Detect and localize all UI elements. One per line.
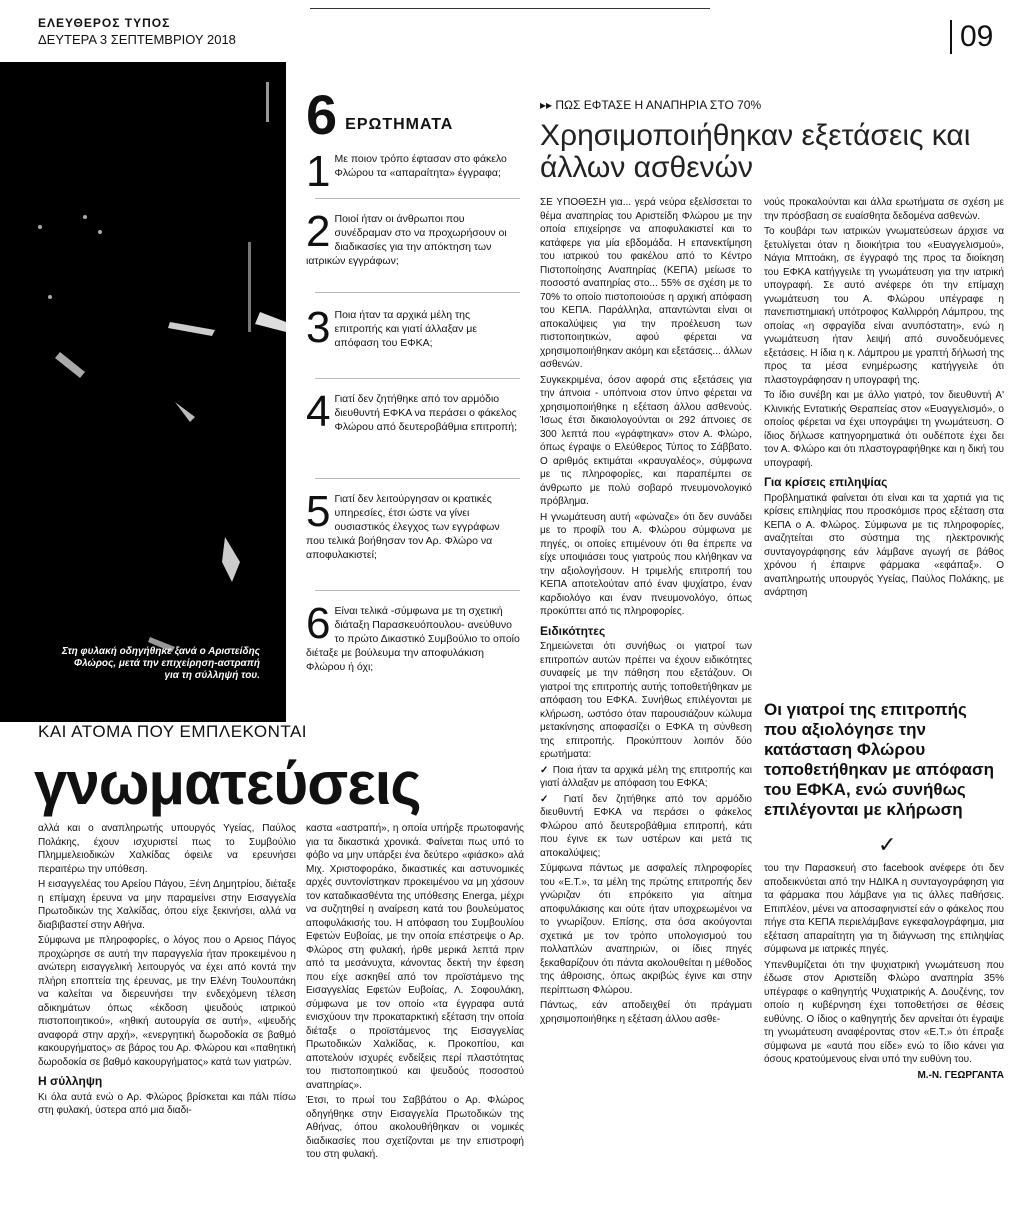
check-question: ✓ Ποια ήταν τα αρχικά μέλη της επιτροπής και γιατί άλλαξαν με απόφαση του ΕΦΚΑ; [540,764,752,789]
subheading: Ειδικότητες [540,623,606,638]
paragraph: Σύμφωνα πάντως με ασφαλείς πληροφορίες του «Ε.Τ.», τα μέλη της πρώτης επιτροπής δεν γνώριζαν ότι επρόκειτο για αίτημα αποφυλάκισης και ούτε ήταν υποχρεωμένοι να το γνωρίζουν. Επίσης, στα όσα ακούγονται σχετικά με τον τρόπο υπολογισμού του πολλαπλών αναπηριών, οι ίδιες πηγές ξεκαθαρίζουν ότι πάντα ακολουθείται η μέθοδος της άθροισης, όπως ακριβώς έγινε και στην περίπτωση Φλώρου. [540,863,752,996]
right-column-b [764,196,1004,602]
check-question: ✓ Γιατί δεν ζητήθηκε από τον αρμόδιο διευθυντή ΕΦΚΑ να περάσει ο φάκελος Φλώρου από δευτεροβάθμια επιτροπή, κάτι που έγινε εκ των υστέρων και μετά τις αποκαλύψεις; [540,793,752,859]
paragraph: αλλά και ο αναπληρωτής υπουργός Υγείας, Παύλος Πολάκης, έχουν ισχυριστεί πως το Συμβούλιο Πλημμελειοδικών Χαλκίδας όφειλε να ερευνήσει περαιτέρω την υπόθεση. [38,823,296,875]
question-number: 4 [306,387,331,436]
question-text: Είναι τελικά -σύμφωνα με τη σχετική διάταξη Παρασκευόπουλου- ανεύθυνο το πρώτο Δικαστικό Συμβούλιο το οποίο διέταξε με βούλευμα την αποφυλάκιση Φλώρου ή όχι; [306,605,520,673]
right-column-b-bottom [764,862,1004,1084]
question-item [306,387,520,436]
paragraph: Προβληματικά φαίνεται ότι είναι και τα χαρτιά για τις κρίσεις επιληψίας που προσκόμισε προς εξέταση στα ΚΕΠΑ ο Α. Φλώρος. Σύμφωνα με τις πληροφορίες, αναζητείται στο σύστημα της ηλεκτρονικής συνταγογράφησης εάν λάμβανε αγωγή σε βάθος χρόνου ή έπαιρνε φάρμακα «εφάπαξ». Ο αναπληρωτής υπουργός Υγείας, Παύλος Πολάκης, με ανάρτηση [764,492,1004,598]
divider [315,198,520,199]
checkmark-icon: ✓ [878,832,897,857]
main-headline: γνωματεύσεις [34,750,421,817]
question-number: 2 [306,207,331,256]
question-number: 5 [306,487,331,536]
questions-header [306,83,521,146]
divider [315,292,520,293]
question-number: 3 [306,303,331,352]
question-item [306,599,520,674]
left-kicker: ΚΑΙ ΑΤΟΜΑ ΠΟΥ ΕΜΠΛΕΚΟΝΤΑΙ [38,722,308,741]
question-text: Γιατί δεν ζητήθηκε από τον αρμόδιο διευθυντή ΕΦΚΑ να περάσει ο φάκελος Φλώρου από δευτεροβάθμια επιτροπή; [334,393,517,433]
questions-title: ΕΡΩΤΗΜΑΤΑ [345,116,454,133]
subheading: Για κρίσεις επιληψίας [764,475,888,489]
author-byline: Μ.-Ν. ΓΕΩΡΓΑΝΤΑ [917,1069,1004,1081]
left-body-column [38,822,296,1120]
paragraph: του την Παρασκευή στο facebook ανέφερε ότι δεν αποδεικνύεται από την ΗΔΙΚΑ η συνταγογράφηση για τα φάρμακα που λάμβανε για τις άλλες παθήσεις. Επιπλέον, μένει να αποσαφηνιστεί εάν ο φάκελος που πήγε στα ΚΕΠΑ περιελάμβανε εγκεφαλογράφημα, μια εξέταση απαραίτητη για τη διάγνωση της επιληψίας σύμφωνα με ιατρικές πηγές. [764,863,1004,955]
divider [315,378,520,379]
check-question-text: Ποια ήταν τα αρχικά μέλη της επιτροπής και γιατί άλλαξαν με απόφαση του ΕΦΚΑ; [540,764,752,789]
dark-photo [0,62,286,722]
paragraph: Έτσι, το πρωί του Σαββάτου ο Αρ. Φλώρος οδηγήθηκε στην Εισαγγελία Πρωτοδικών της Αθήνας, όπου ακολουθήθηκαν οι νομικές διαδικασίες που σχετίζονται με την επιστροφή του στη φυλακή. [306,1095,524,1160]
pull-quote: Οι γιατροί της επιτροπής που αξιολόγησε την κατάσταση Φλώρου τοποθετήθηκαν με απόφαση του ΕΦΚΑ, ενώ συνήθως επιλέγονται με κλήρωση [764,700,994,819]
paragraph: Η εισαγγελέας του Αρείου Πάγου, Ξένη Δημητρίου, διέταξε η επίμαχη έρευνα να μην παραμείνει στην Εισαγγελία Πρωτοδικών της Χαλκίδας, όπου είχε ξεκινήσει, αλλά να διαβιβαστεί στην Αθήνα. [38,879,296,931]
questions-count: 6 [306,83,338,146]
question-number: 6 [306,599,331,648]
paragraph: νούς προκαλούνται και άλλα ερωτήματα σε σχέση με την πρόσβαση σε ευαίσθητα δεδομένα ασθενών. [764,197,1004,222]
paragraph: Η γνωμάτευση αυτή «φώναζε» ότι δεν συνάδει με το προφίλ του Α. Φλώρου σύμφωνα με πηγές, οι οποίες επιμένουν ότι θα έπρεπε να είχε υποψιάσει τους γιατρούς που κλήθηκαν να την αξιολογήσουν. Η τριμελής επιτροπή του ΚΕΠΑ αποτελούταν από έναν ψυχίατρο, έναν καρδιολόγο και έναν πνευμονολόγο, όπως προκύπτει από τις πληροφορίες. [540,511,752,617]
paragraph: Πάντως, εάν αποδειχθεί ότι πράγματι χρησιμοποιήθηκε η εξέταση άλλου ασθε- [540,1000,752,1025]
middle-body-column [306,822,524,1164]
paragraph: καστα «αστραπή», η οποία υπήρξε πρωτοφανής για τα δικαστικά χρονικά. Φαίνεται πως υπό το φόβο να μην υπάρξει ένα δεύτερο «φιάσκο» αλά Μιχ. Χριστοφοράκο, δικαστικές και αστυνομικές αρχές συντονίστηκαν προκειμένου να μη χάσουν τον καταδικασθέντα της υπόθεσης Energa, μέχρι να συζητηθεί η αναίρεση κατά του βουλεύματος αποφυλάκισής του. Η απόφαση του Συμβουλίου Εφετών Ευβοίας, με την οποία επέστρεψε ο Αρ. Φλώρος στη φυλακή, ήρθε μερικά λεπτά πριν από τα μεσάνυχτα, κάνοντας δεκτή την έφεση που είχε ασκηθεί από τον προϊστάμενο της Εισαγγελίας Εφετών Ευβοίας, Λ. Σοφουλάκη, σύμφωνα με τον οποίο «τα έγγραφα αυτά ενισχύουν την προκαταρκτική εξέταση την οποία διέταξε ο προϊστάμενος της Εισαγγελίας Πρωτοδικών Χαλκίδας, κ. Προκοπίου, και αποτελούν ισχυρές ενδείξεις περί πλαστότητας του πιστοποιητικού και ψευδούς ποσοστού αναπηρίας». [306,823,524,1091]
question-number: 1 [306,147,331,196]
question-text: Ποια ήταν τα αρχικά μέλη της επιτροπής και γιατί άλλαξαν με απόφαση του ΕΦΚΑ; [334,309,477,349]
right-headline: Χρησιμοποιήθηκαν εξετάσεις και άλλων ασθενών [540,119,971,184]
paragraph: Σημειώνεται ότι συνήθως οι γιατροί των επιτροπών αυτών πρέπει να έχουν ειδικότητες συναφείς με την πάθηση που εξετάζουν. Οι γιατροί της επιτροπής αυτής τοποθετήθηκαν με απόφαση του ΕΦΚΑ. Συνήθως επιλέγονται με κλήρωση, ωστόσο όταν παρουσιάζουν κώλυμα μετακίνησης αποφασίζει ο ΕΦΚΑ τη σύνθεση της επιτροπής. Προκύπτουν λοιπόν δύο ερωτήματα: [540,641,752,760]
question-item [306,303,520,352]
subheading: Η σύλληψη [38,1074,103,1088]
question-item [306,487,520,562]
question-item [306,147,520,196]
paragraph: Το ίδιο συνέβη και με άλλο γιατρό, τον διευθυντή Α' Κλινικής Εντατικής Θεραπείας στον «Ευαγγελισμό», ο οποίος φέρεται να έχει υπογράψει τη γνωμάτευση. Ο ίδιος δήλωσε κατηγορηματικά ότι ουδέποτε έχει δει τον Α. Φλώρο και ότι πλαστογραφήθηκε και η δική του υπογραφή. [764,390,1004,469]
newspaper-name: ΕΛΕΥΘΕΡΟΣ ΤΥΠΟΣ [38,16,171,30]
right-kicker: ▸▸ ΠΩΣ ΕΦΤΑΣΕ Η ΑΝΑΠΗΡΙΑ ΣΤΟ 70% [540,98,762,112]
paragraph: Το κουβάρι των ιατρικών γνωματεύσεων άρχισε να ξετυλίγεται όταν η διοικήτρια του «Ευαγγελισμού», Νάγια Μπτοάκη, σε έγγραφό της προς τα διοίκηση του ΕΦΚΑ κατήγγειλε τη γνωμάτευση για την ιατρική υπογραφή. Σε αυτό ανέφερε ότι την επίμαχη γνωμάτευση του Α. Φλώρου υπέγραφε η πανεπιστημιακή υπότροφος Καλλιρρόη Λάμπρου, της οποίας «η σφραγίδα είναι ανυπόστατη», ενώ η γνωμάτευση ήταν λειψή από συνοδευόμενες εξετάσεις. Η ίδια η κ. Λάμπρου με γραπτή δήλωσή της προς τα μέσα ενημέρωσης κατήγγειλε ότι πλαστογράφησαν η υπογραφή της. [764,226,1004,386]
right-column-a [540,196,752,1028]
page-number: 09 [950,20,993,54]
issue-date: ΔΕΥΤΕΡΑ 3 ΣΕΠΤΕΜΒΡΙΟΥ 2018 [38,32,236,47]
paragraph: Υπενθυμίζεται ότι την ψυχιατρική γνωμάτευση που έδωσε στον Αριστείδη Φλώρο αναπηρία 35% υπέγραφε ο καθηγητής Ψυχιατρικής Α. Δουζένης, τον οποίο η κυβέρνηση έχει τοποθετήσει σε θέσεις ευθύνης. Ο ίδιος ο καθηγητής δεν αρνείται ότι έγραψε τη γνωμάτευση αναφέροντας στον «Ε.Τ.» ότι έπραξε σύμφωνα με «αυτά που είδε» ενώ το ίδιο κάνει για όσους κρατούμενους είναι υπό την ευθύνη του. [764,959,1004,1065]
photo-highlights [0,62,286,722]
question-item [306,207,520,268]
question-text: Ποιοί ήταν οι άνθρωποι που συνέδραμαν στο να προχωρήσουν οι διαδικασίες για την απόκτηση των ιατρικών εγγράφων; [306,213,507,267]
divider [315,590,520,591]
paragraph: ΣΕ ΥΠΟΘΕΣΗ για... γερά νεύρα εξελίσσεται το θέμα αναπηρίας του Αριστείδη Φλώρου με την οποία επιχείρησε να αποφυλακιστεί και το κατάφερε για μία εβδομάδα. Η επανεκτίμηση του ιατρικού του φακέλου από το Κέντρο Πιστοποίησης Αναπηρίας (ΚΕΠΑ) μείωσε το ποσοστό αναπηρίας στο... 55% σε σχέση με το 70% το οποίο πιστοποιούσε η αρχική απόφαση του ΚΕΠΑ. Παράλληλα, απαντώνται είναι οι αποκαλύψεις για την προέλευση των πιστοποιητικών, αφού φέρεται να χρησιμοποιήθηκαν ακόμη και εξετάσεις... άλλων ασθενών. [540,197,752,370]
divider [315,478,520,479]
paragraph: Σύμφωνα με πληροφορίες, ο λόγος που ο Αρειος Πάγος προχώρησε σε αυτή την παραγγελία ήταν προκειμένου η ανώτερη εισαγγελική λειτουργός να έχει από κοντά την πλήρη εποπτεία της έρευνας, με την Ελένη Τουλουπάκη να καλείται να διερευνήσει την ενδεχόμενη τέλεση αδικημάτων όπως «έκδοση ψευδούς ιατρικού πιστοποιητικού», «ηθική αυτουργία σε αυτή», «ψευδής αναφορά στην αρχή», «ενεργητική δωροδοκία σε βαθμό κακουργήματος» σε βάρος του Αρ. Φλώρου και «παθητική δωροδοκία σε βαθμό κακουργήματος» κατά των γιατρών. [38,935,296,1068]
question-text: Με ποιον τρόπο έφτασαν στο φάκελο Φλώρου τα «απαραίτητα» έγγραφα; [334,153,507,179]
photo-caption: Στη φυλακή οδηγήθηκε ξανά ο Αριστείδης Φλώρος, μετά την επιχείρηση-αστραπή για τη σύλληψή του. [61,646,260,681]
check-question-text: Γιατί δεν ζητήθηκε από τον αρμόδιο διευθυντή ΕΦΚΑ να περάσει ο φάκελος Φλώρου από δευτεροβάθμια επιτροπή, κάτι που έγινε εκ των υστέρων και μετά τις αποκαλύψεις; [540,793,752,859]
header-rule [310,8,710,9]
right-kicker-text: ΠΩΣ ΕΦΤΑΣΕ Η ΑΝΑΠΗΡΙΑ ΣΤΟ 70% [555,98,762,112]
paragraph: Συγκεκριμένα, όσον αφορά στις εξετάσεις για την άπνοια - υπόπνοια στον ύπνο φέρεται να χρησιμοποιήθηκε η εξέταση άλλου ασθενούς. Ίσως έτσι δικαιολογούνται οι 292 άπνοιες σε 300 λεπτά που «γράφτηκαν» στον Α. Φλώρο, όπως έγραψε ο Ελεύθερος Τύπος το Σάββατο. Ο αριθμός εκτιμάται «κραυγαλέος», σύμφωνα με τις πληροφορίες, και παραπέμπει σε άνθρωπο με πολύ σοβαρό πνευμονολογικό πρόβλημα. [540,374,752,507]
question-text: Γιατί δεν λειτούργησαν οι κρατικές υπηρεσίες, έτσι ώστε να γίνει ουσιαστικός έλεγχος των εγγράφων που τελικά βοήθησαν τον Αρ. Φλώρο να αποφυλακιστεί; [306,493,500,561]
paragraph: Κι όλα αυτά ενώ ο Αρ. Φλώρος βρίσκεται και πάλι πίσω στη φυλακή, ύστερα από μια διαδι- [38,1091,296,1116]
